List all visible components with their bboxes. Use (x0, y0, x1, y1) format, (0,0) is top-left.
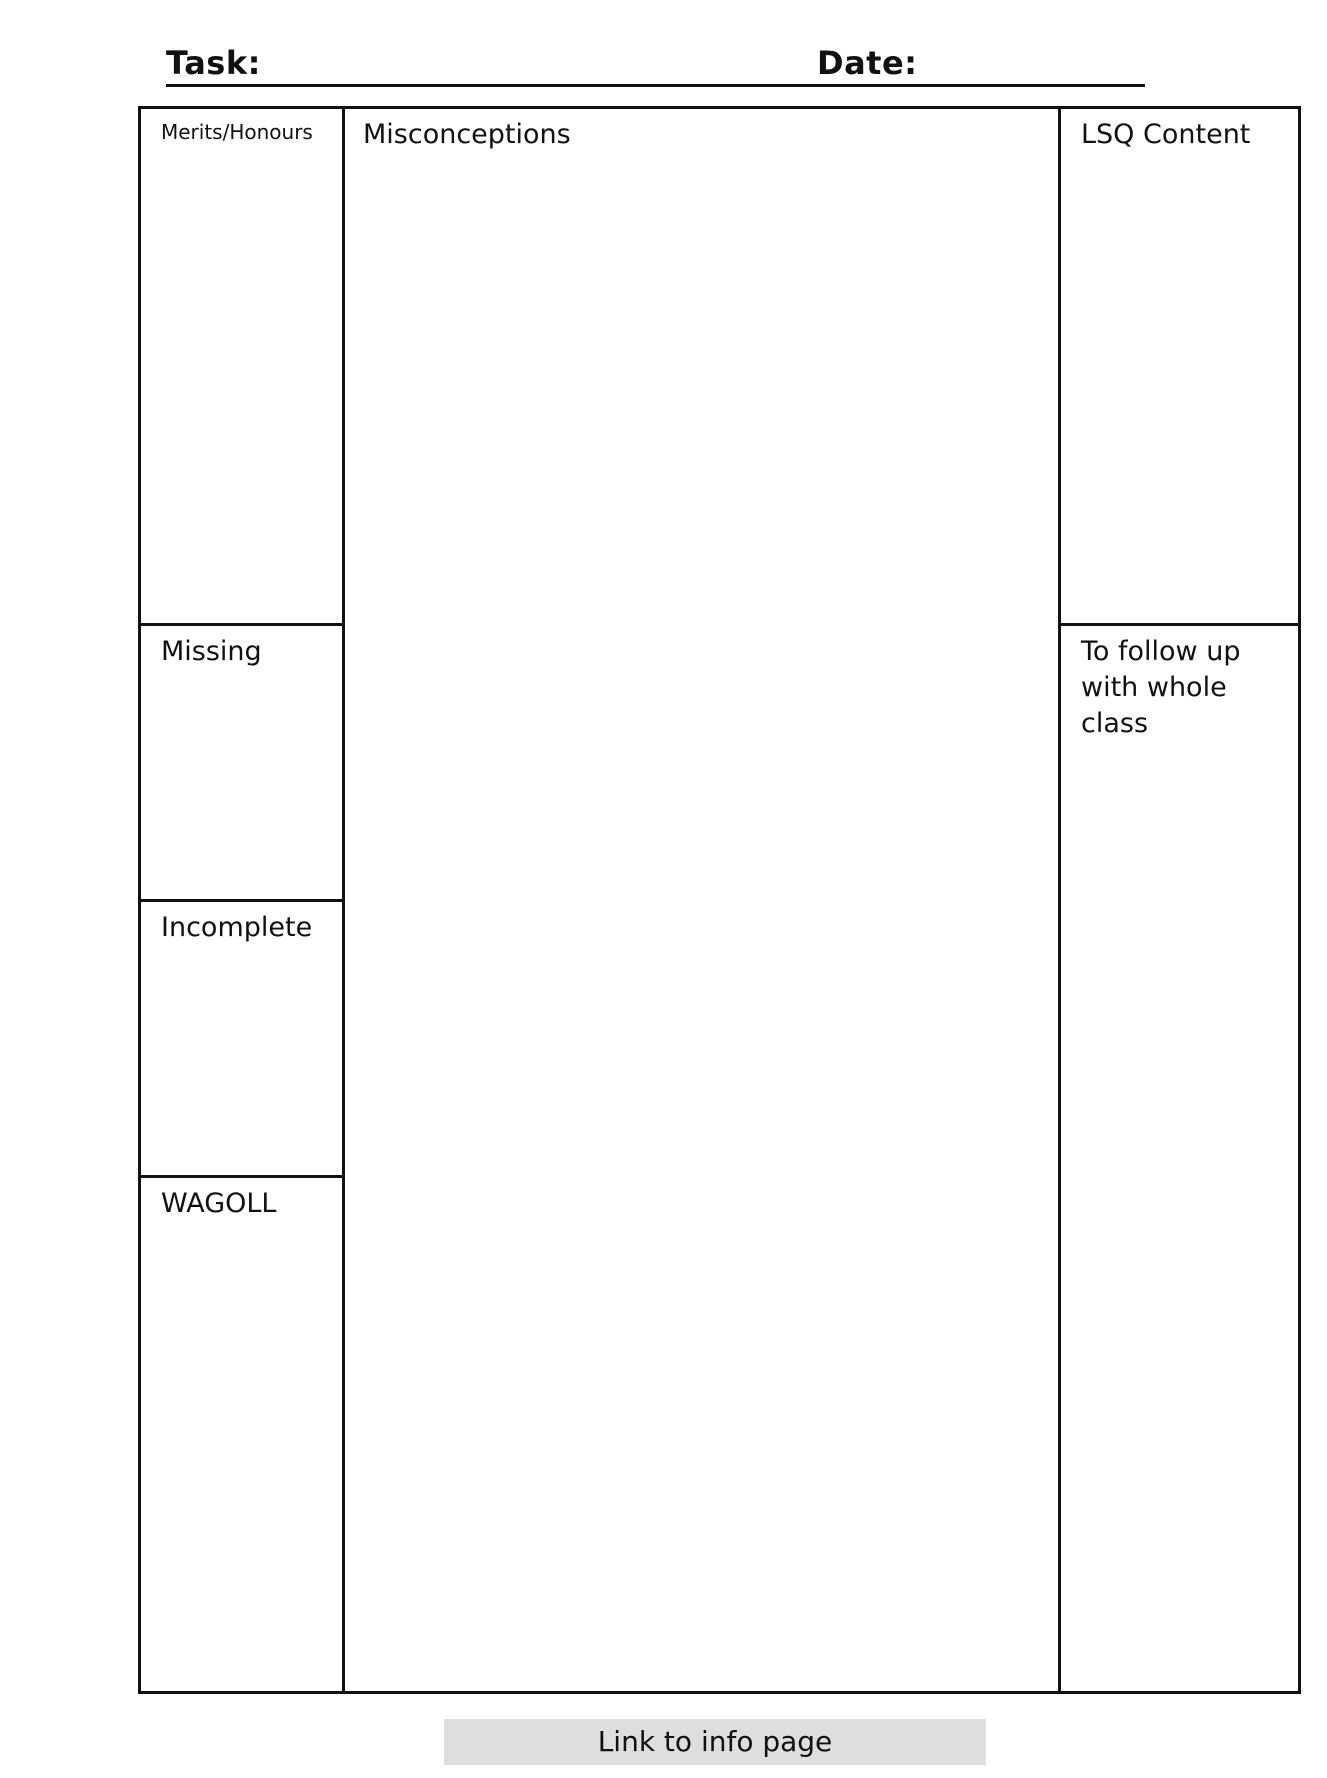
header (166, 40, 1145, 87)
wagoll-label: WAGOLL (161, 1188, 277, 1219)
column-divider-right (1058, 109, 1061, 1691)
row-divider-lsq (1058, 623, 1298, 626)
misconceptions-label: Misconceptions (363, 119, 571, 150)
row-divider-missing (141, 899, 345, 902)
row-divider-merits (141, 623, 345, 626)
task-label: Task: (166, 44, 261, 82)
feedback-grid (138, 106, 1301, 1694)
info-page-link[interactable]: Link to info page (444, 1719, 986, 1765)
missing-label: Missing (161, 636, 262, 667)
row-divider-incomplete (141, 1175, 345, 1178)
incomplete-label: Incomplete (161, 912, 313, 943)
lsq-content-label: LSQ Content (1081, 119, 1251, 150)
merits-honours-label: Merits/Honours (161, 120, 313, 144)
date-label: Date: (817, 44, 918, 82)
follow-up-label: To follow up with whole class (1081, 636, 1241, 739)
